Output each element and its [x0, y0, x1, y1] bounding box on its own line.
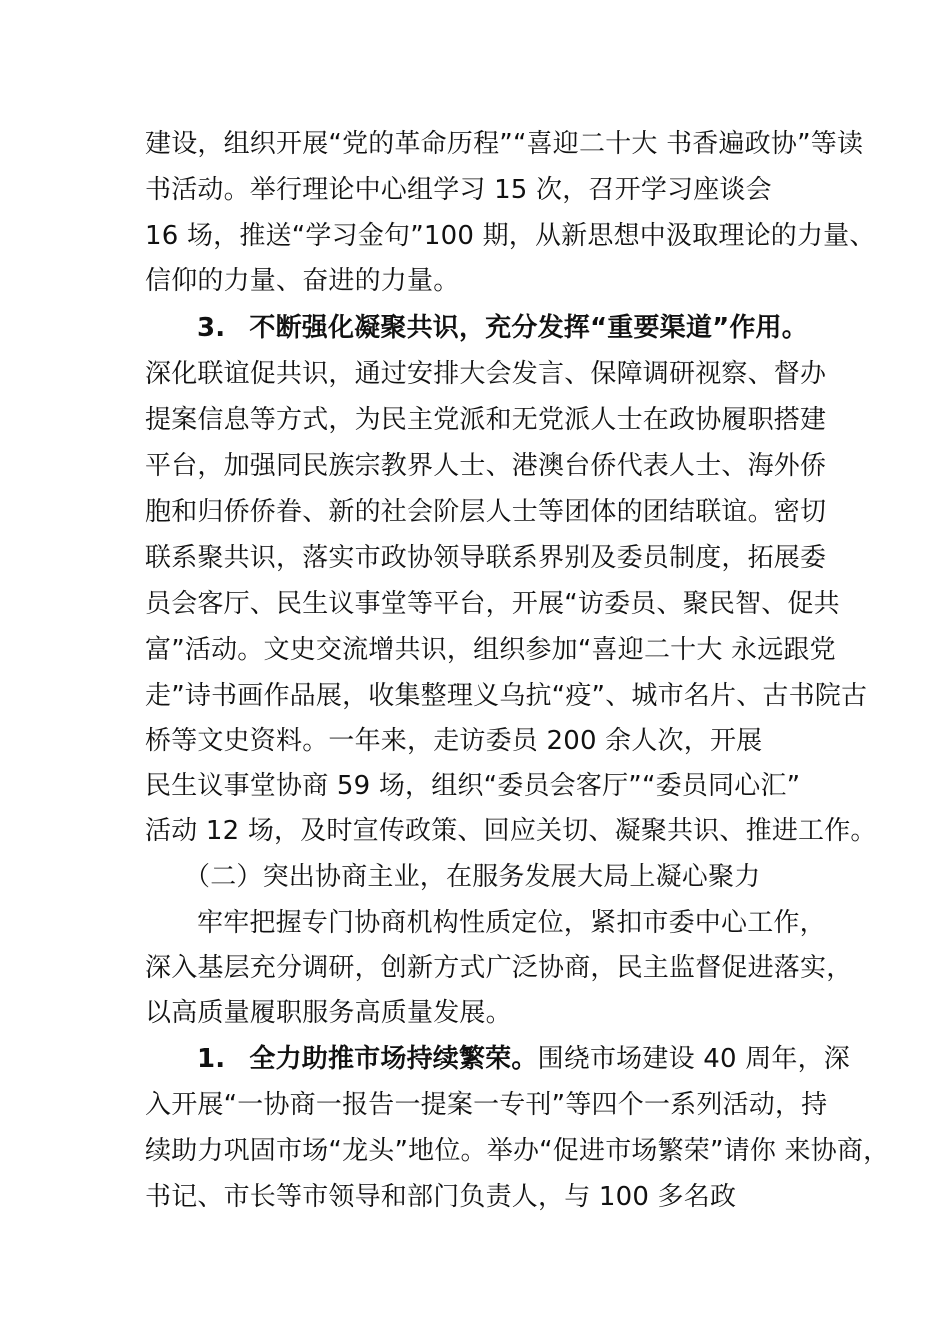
text-line	[145, 263, 459, 299]
text-line	[145, 126, 863, 162]
text-line	[145, 995, 512, 1031]
text-line	[145, 1179, 736, 1215]
text-line	[145, 1087, 827, 1123]
section-heading-1	[197, 1041, 850, 1077]
heading-text: 不断强化凝聚共识，充分发挥“重要渠道”作用。	[249, 313, 808, 343]
text-line	[145, 448, 826, 484]
text-span: 走”诗书画作品展，收集整理义乌抗“疫”、城市名片、古书院古	[145, 681, 868, 711]
text-span: 平台，加强同民族宗教界人士、港澳台侨代表人士、海外侨	[145, 451, 827, 481]
text-line	[145, 402, 826, 438]
text-span: 深化联谊促共识，通过安排大会发言、保障调研视察、督办	[145, 359, 827, 389]
text-span: 活动 12 场，及时宣传政策、回应关切、凝聚共识、推进工作。	[145, 816, 877, 846]
text-line	[145, 678, 867, 714]
section-heading-2	[184, 859, 760, 895]
text-line	[145, 586, 840, 622]
text-line	[145, 218, 876, 254]
text-span: 胞和归侨侨眷、新的社会阶层人士等团体的团结联谊。密切	[145, 497, 827, 527]
text-span: 书记、市长等市领导和部门负责人，与 100 多名政	[145, 1182, 737, 1212]
text-span: 书活动。举行理论中心组学习 15 次，召开学习座谈会	[145, 175, 772, 205]
text-line	[145, 172, 772, 208]
heading-text: （二）突出协商主业，在服务发展大局上凝心聚力	[184, 862, 761, 892]
text-span: 员会客厅、民生议事堂等平台，开展“访委员、聚民智、促共	[145, 589, 840, 619]
text-span: 以高质量履职服务高质量发展。	[145, 998, 512, 1028]
text-span: 提案信息等方式，为民主党派和无党派人士在政协履职搭建	[145, 405, 827, 435]
text-span: 联系聚共识，落实市政协领导联系界别及委员制度，拓展委	[145, 543, 827, 573]
section-heading-3	[197, 310, 808, 346]
text-span: 续助力巩固市场“龙头”地位。举办“促进市场繁荣”请你 来协商，	[145, 1136, 890, 1166]
text-line	[197, 905, 826, 941]
text-span: 建设，组织开展“党的革命历程”“喜迎二十大 书香遍政协”等读	[145, 129, 864, 159]
text-span: 富”活动。文史交流增共识，组织参加“喜迎二十大 永远跟党	[145, 635, 836, 665]
heading-number: 1.	[197, 1044, 226, 1074]
text-span: 民生议事堂协商 59 场，组织“委员会客厅”“委员同心汇”	[145, 771, 801, 801]
heading-number: 3.	[197, 313, 226, 343]
text-line	[145, 494, 826, 530]
text-line	[145, 723, 762, 759]
heading-text: 全力助推市场持续繁荣。	[249, 1044, 538, 1074]
text-line	[145, 813, 877, 849]
text-span: 深入基层充分调研，创新方式广泛协商，民主监督促进落实，	[145, 953, 853, 983]
text-line	[145, 632, 836, 668]
text-span: 桥等文史资料。一年来，走访委员 200 余人次，开展	[145, 726, 763, 756]
text-span: 围绕市场建设 40 周年，深	[537, 1044, 850, 1074]
text-span: 入开展“一协商一报告一提案一专刊”等四个一系列活动，持	[145, 1090, 828, 1120]
text-line	[145, 768, 800, 804]
text-line	[145, 1133, 889, 1169]
text-span: 牢牢把握专门协商机构性质定位，紧扣市委中心工作，	[197, 908, 826, 938]
text-span: 16 场，推送“学习金句”100 期，从新思想中汲取理论的力量、	[145, 221, 876, 251]
text-span: 信仰的力量、奋进的力量。	[145, 266, 460, 296]
text-line	[145, 950, 852, 986]
text-line	[145, 540, 826, 576]
text-line	[145, 356, 826, 392]
